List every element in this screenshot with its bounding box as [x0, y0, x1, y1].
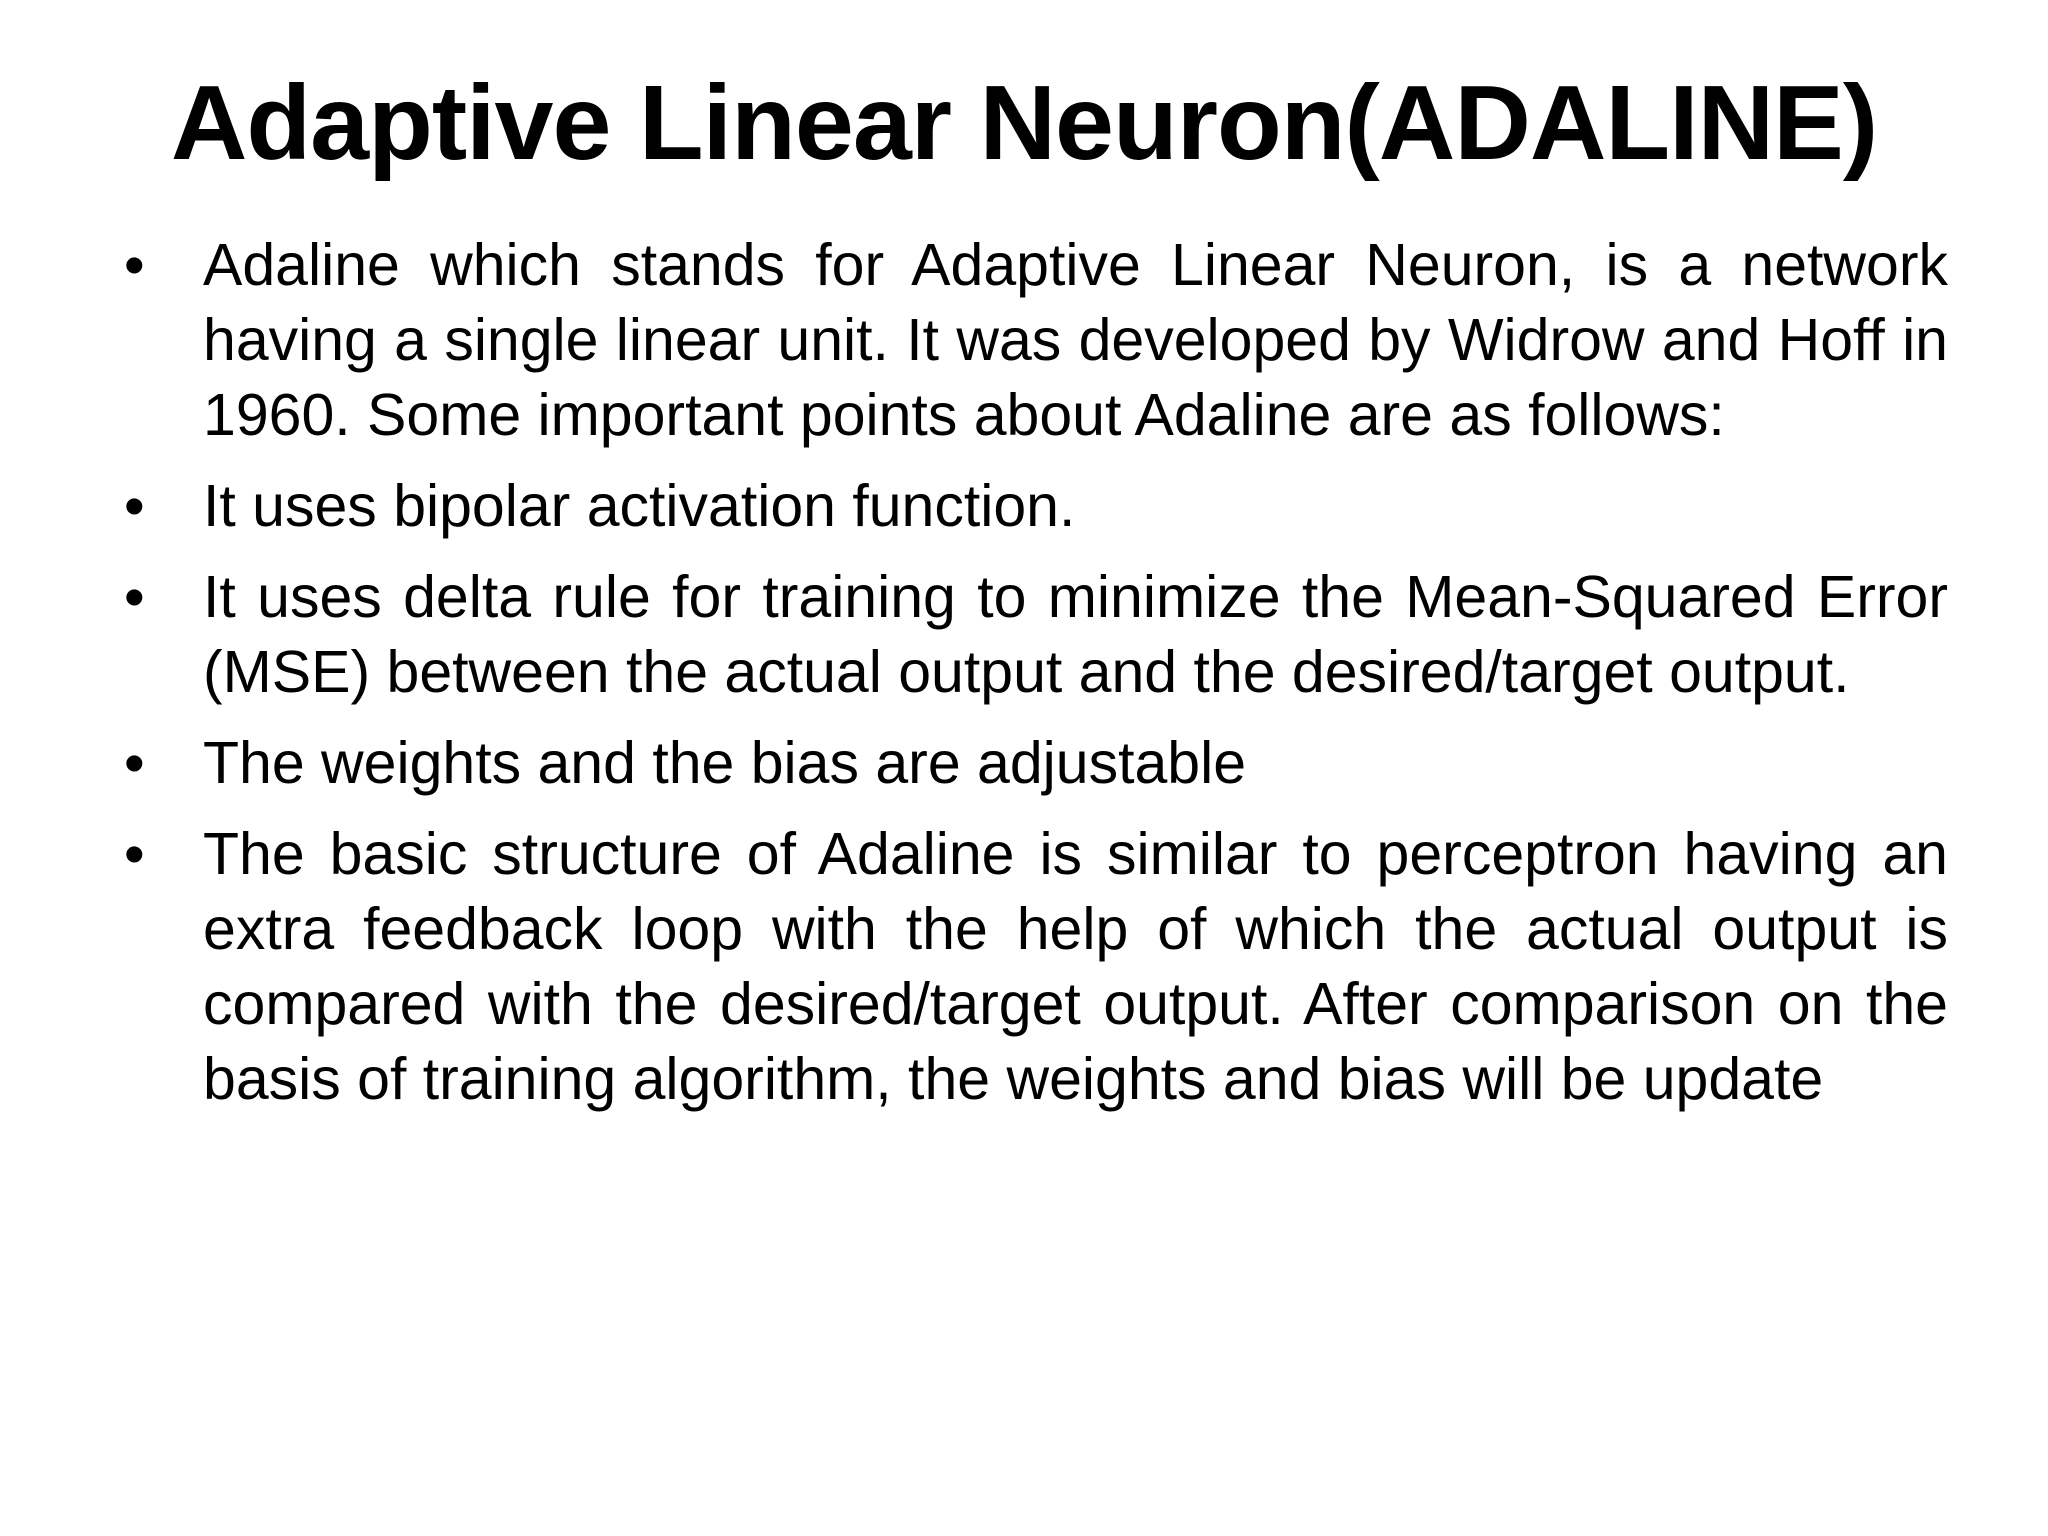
bullet-point-icon: •	[124, 821, 145, 887]
bullet-text: Adaline which stands for Adaptive Linear Neuron, is a network having a single linear unit. It was developed by Widrow and Hoff in 1960. Some important points about Adaline are as follows:	[203, 232, 1948, 448]
bullet-point-icon: •	[124, 564, 145, 630]
bullet-point-icon: •	[124, 232, 145, 298]
bullet-item-2	[118, 469, 1948, 544]
bullet-text: It uses bipolar activation function.	[203, 473, 1076, 539]
bullet-text: The weights and the bias are adjustable	[203, 730, 1247, 796]
bullet-list	[118, 228, 1948, 1133]
bullet-text: The basic structure of Adaline is similar to perceptron having an extra feedback loop with the help of which the actual output is compared with the desired/target output. After comparison on the basis of training algorithm, the weights and bias will be update	[203, 821, 1948, 1112]
bullet-item-4	[118, 726, 1948, 801]
bullet-point-icon: •	[124, 730, 145, 796]
slide-title: Adaptive Linear Neuron(ADALINE)	[170, 64, 1878, 182]
bullet-point-icon: •	[124, 473, 145, 539]
bullet-item-5	[118, 817, 1948, 1117]
bullet-text: It uses delta rule for training to minimize the Mean-Squared Error (MSE) between the actual output and the desired/target output.	[203, 564, 1948, 705]
bullet-item-1	[118, 228, 1948, 453]
bullet-item-3	[118, 560, 1948, 710]
